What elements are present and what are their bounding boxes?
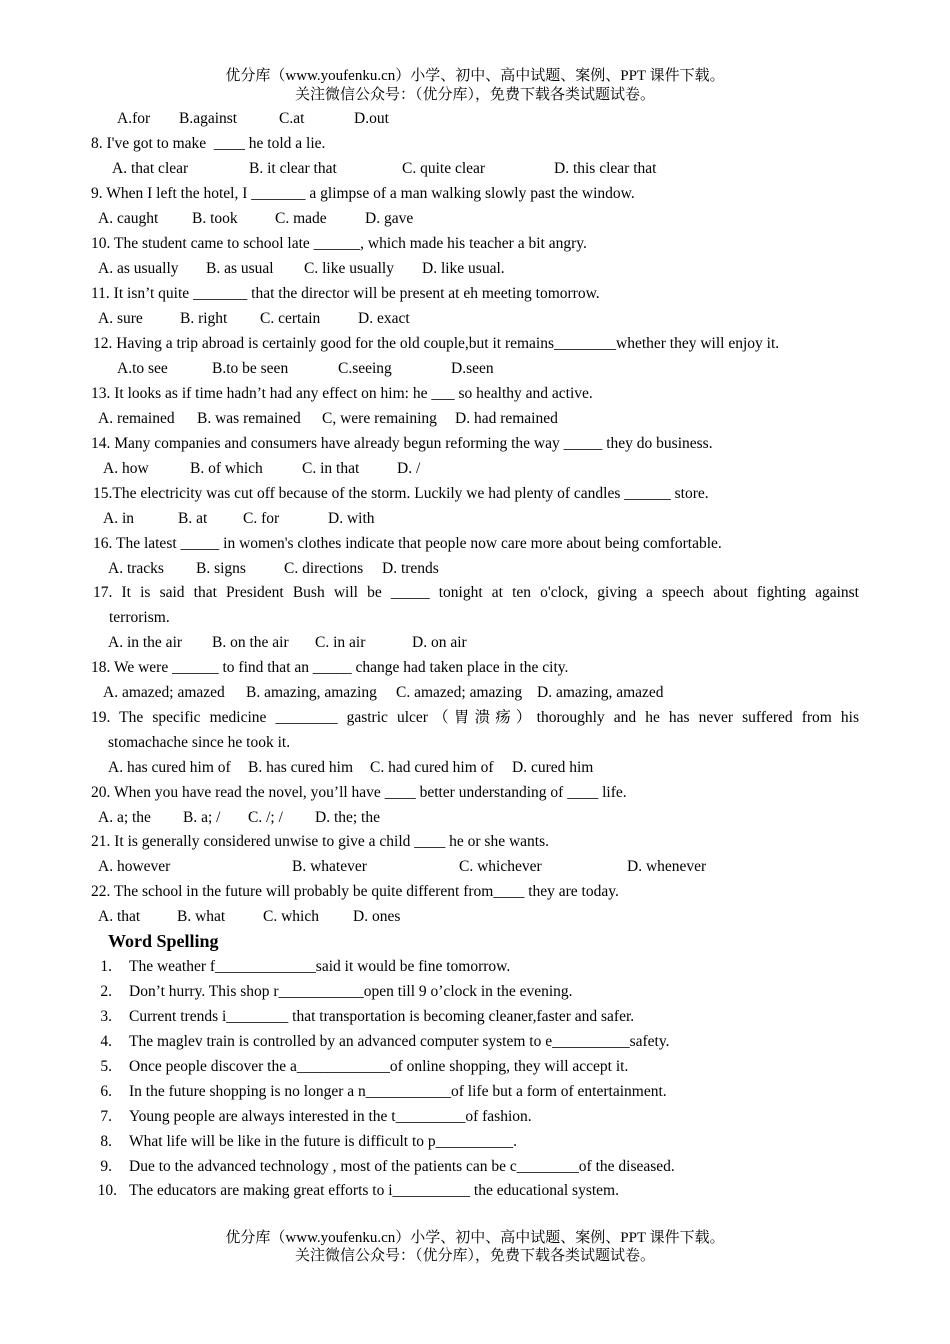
q14-option-c: C. in that [302,460,360,477]
q21-option-c: C. whichever [459,858,542,875]
q13-option-a: A. remained [98,410,175,427]
q12-option-c: C.seeing [338,360,392,377]
ws-item-number: 8. [100,1133,112,1150]
q11-stem: 11. It isn’t quite _______ that the director will be present at eh meeting tomorrow. [91,285,600,302]
footer-line-1: 优分库（www.youfenku.cn）小学、初中、高中试题、案例、PPT 课件下载。 [225,1230,725,1246]
q20-option-b: B. a; / [183,809,221,826]
q17-stem-line-1: 17. It is said that President Bush will be _____ tonight at ten o'clock, giving a speech about fighting against [93,584,859,601]
ws-item-text: In the future shopping is no longer a n___________of life but a form of entertainment. [129,1083,667,1100]
ws-item-number: 10. [97,1182,117,1199]
q7-option-a: A.for [117,110,151,127]
q12-option-b: B.to be seen [212,360,289,377]
q14-option-a: A. how [103,460,149,477]
q12-option-a: A.to see [117,360,168,377]
q15-option-b: B. at [178,510,208,527]
q18-option-d: D. amazing, amazed [537,684,664,701]
ws-item-text: Young people are always interested in the t_________of fashion. [129,1108,532,1125]
q19-option-d: D. cured him [512,759,594,776]
q18-option-a: A. amazed; amazed [103,684,225,701]
q16-option-c: C. directions [284,560,364,577]
ws-item-text: What life will be like in the future is difficult to p__________. [129,1133,517,1150]
q21-stem: 21. It is generally considered unwise to give a child ____ he or she wants. [91,833,549,850]
ws-item-number: 6. [100,1083,112,1100]
q15-option-a: A. in [103,510,134,527]
q14-option-d: D. / [397,460,421,477]
ws-item-text: The maglev train is controlled by an advanced computer system to e__________safety. [129,1033,670,1050]
q16-option-d: D. trends [382,560,439,577]
q19-option-c: C. had cured him of [370,759,494,776]
q21-option-a: A. however [98,858,171,875]
q20-option-a: A. a; the [98,809,151,826]
word-spelling-title: Word Spelling [108,931,219,951]
q22-option-a: A. that [98,908,141,925]
q17-option-d: D. on air [412,634,467,651]
q8-option-a: A. that clear [112,160,189,177]
q9-option-d: D. gave [365,210,414,227]
ws-item-text: Don’t hurry. This shop r___________open till 9 o’clock in the evening. [129,983,573,1000]
q17-option-b: B. on the air [212,634,289,651]
ws-item-number: 3. [100,1008,112,1025]
q10-option-d: D. like usual. [422,260,505,277]
q7-option-b: B.against [179,110,238,127]
q16-option-b: B. signs [196,560,246,577]
ws-item-number: 7. [100,1108,112,1125]
q15-option-d: D. with [328,510,375,527]
q10-option-b: B. as usual [206,260,274,277]
q11-option-b: B. right [180,310,228,327]
q13-stem: 13. It looks as if time hadn’t had any effect on him: he ___ so healthy and active. [91,385,593,402]
q22-option-c: C. which [263,908,319,925]
q21-option-b: B. whatever [292,858,367,875]
q9-option-a: A. caught [98,210,159,227]
q13-option-d: D. had remained [455,410,558,427]
q22-option-d: D. ones [353,908,401,925]
q15-stem: 15.The electricity was cut off because of the storm. Luckily we had plenty of candles ______ store. [93,485,709,502]
ws-item-number: 1. [100,958,112,975]
q8-option-c: C. quite clear [402,160,486,177]
q12-option-d: D.seen [451,360,494,377]
q22-option-b: B. what [177,908,226,925]
ws-item-text: Due to the advanced technology , most of the patients can be c________of the diseased. [129,1158,675,1175]
q11-option-a: A. sure [98,310,143,327]
q11-option-d: D. exact [358,310,410,327]
q13-option-c: C, were remaining [322,410,437,427]
q10-option-a: A. as usually [98,260,179,277]
q17-option-c: C. in air [315,634,366,651]
q22-stem: 22. The school in the future will probably be quite different from____ they are today. [91,883,619,900]
ws-item-number: 9. [100,1158,112,1175]
q7-option-d: D.out [354,110,389,127]
q10-option-c: C. like usually [304,260,394,277]
ws-item-number: 4. [100,1033,112,1050]
q18-option-b: B. amazing, amazing [246,684,377,701]
q16-stem: 16. The latest _____ in women's clothes indicate that people now care more about being comfortable. [93,535,722,552]
q9-option-b: B. took [192,210,238,227]
q7-option-c: C.at [279,110,305,127]
q19-option-a: A. has cured him of [108,759,231,776]
q13-option-b: B. was remained [197,410,301,427]
q21-option-d: D. whenever [627,858,707,875]
ws-item-text: Once people discover the a____________of online shopping, they will accept it. [129,1058,629,1075]
ws-item-number: 5. [100,1058,112,1075]
q9-stem: 9. When I left the hotel, I _______ a glimpse of a man walking slowly past the window. [91,185,635,202]
q14-stem: 14. Many companies and consumers have already begun reforming the way _____ they do business. [91,435,713,452]
q20-option-c: C. /; / [248,809,283,826]
ws-item-number: 2. [100,983,112,1000]
q20-stem: 20. When you have read the novel, you’ll have ____ better understanding of ____ life. [91,784,627,801]
q16-option-a: A. tracks [108,560,164,577]
q17-stem-line-2: terrorism. [109,609,170,626]
q8-option-d: D. this clear that [554,160,657,177]
q8-stem: 8. I've got to make ____ he told a lie. [91,135,326,152]
footer-line-2: 关注微信公众号：（优分库），免费下载各类试题试卷。 [294,1248,655,1264]
q15-option-c: C. for [243,510,280,527]
q10-stem: 10. The student came to school late ______, which made his teacher a bit angry. [91,235,587,252]
header-line-1: 优分库（www.youfenku.cn）小学、初中、高中试题、案例、PPT 课件下载。 [225,68,725,84]
header-line-2: 关注微信公众号：（优分库），免费下载各类试题试卷。 [294,87,655,103]
q12-stem: 12. Having a trip abroad is certainly good for the old couple,but it remains________whether they will enjoy it. [93,335,780,352]
q18-option-c: C. amazed; amazing [396,684,523,701]
q17-option-a: A. in the air [108,634,183,651]
q8-option-b: B. it clear that [249,160,337,177]
q20-option-d: D. the; the [315,809,380,826]
q19-stem-line-1: 19. The specific medicine ________ gastric ulcer（胃溃疡）thoroughly and he has never suffered from his [91,709,859,726]
ws-item-text: The educators are making great efforts to i__________ the educational system. [129,1182,619,1199]
q9-option-c: C. made [275,210,327,227]
q19-option-b: B. has cured him [248,759,354,776]
q18-stem: 18. We were ______ to find that an _____ change had taken place in the city. [91,659,569,676]
q19-stem-line-2: stomachache since he took it. [108,734,291,751]
q14-option-b: B. of which [190,460,263,477]
q11-option-c: C. certain [260,310,321,327]
ws-item-text: Current trends i________ that transportation is becoming cleaner,faster and safer. [129,1008,635,1025]
ws-item-text: The weather f_____________said it would be fine tomorrow. [129,958,511,975]
